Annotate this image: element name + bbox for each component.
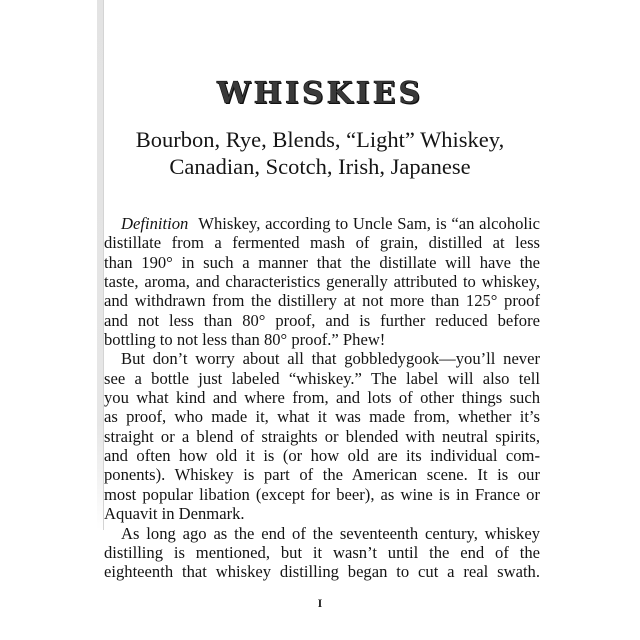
paragraph-history (104, 524, 540, 582)
text-line: bottling to not less than 80° proof.” Phew! (104, 330, 386, 350)
paragraph-definition (104, 214, 540, 349)
text-line: Aquavit in Denmark. (104, 504, 245, 524)
subtitle-line: Canadian, Scotch, Irish, Japanese (169, 154, 471, 179)
text-line: taste, aroma, and characteristics generally attributed to whiskey, (104, 272, 540, 292)
text-line: eighteenth that whiskey distilling began to cut a real swath. (104, 562, 540, 582)
text-line: But don’t worry about all that gobbledygook—you’ll never (121, 349, 540, 369)
text-line: distillate from a fermented mash of grain, distilled at less (104, 233, 540, 253)
text-line: As long ago as the end of the seventeenth century, whiskey (121, 523, 540, 543)
paragraph-gobbledygook (104, 349, 540, 523)
text-line: as proof, who made it, what it was made from, whether it’s (104, 407, 540, 427)
text-line: ponents). Whiskey is part of the American scene. It is our (104, 465, 540, 485)
text-line: straight or a blend of straights or blended with neutral spirits, (104, 426, 540, 446)
text-line: you what kind and where from, and lots of other things such (104, 388, 540, 408)
subtitle-line: Bourbon, Rye, Blends, “Light” Whiskey, (135, 127, 505, 152)
text-line: most popular libation (except for beer), as wine is in France or (104, 484, 540, 504)
text-line: Definition Whiskey, according to Uncle Sam, is “an alcoholic (121, 214, 540, 233)
chapter-title: WHISKIES (216, 76, 424, 111)
text-line: and often how old it is (or how old are its individual com- (104, 446, 540, 466)
chapter-subtitle (0, 126, 640, 180)
text-line: distilling is mentioned, but it wasn’t until the end of the (104, 542, 540, 562)
definition-label: Definition (121, 214, 189, 233)
text-line: see a bottle just labeled “whiskey.” The label will also tell (104, 368, 540, 388)
body-text (104, 214, 540, 582)
text-line: and withdrawn from the distillery at not more than 125° proof (104, 291, 540, 311)
text-line: than 190° in such a manner that the distillate will have the (104, 252, 540, 272)
text-line: and not less than 80° proof, and is further reduced before (104, 310, 540, 330)
page-number: I (317, 596, 323, 610)
